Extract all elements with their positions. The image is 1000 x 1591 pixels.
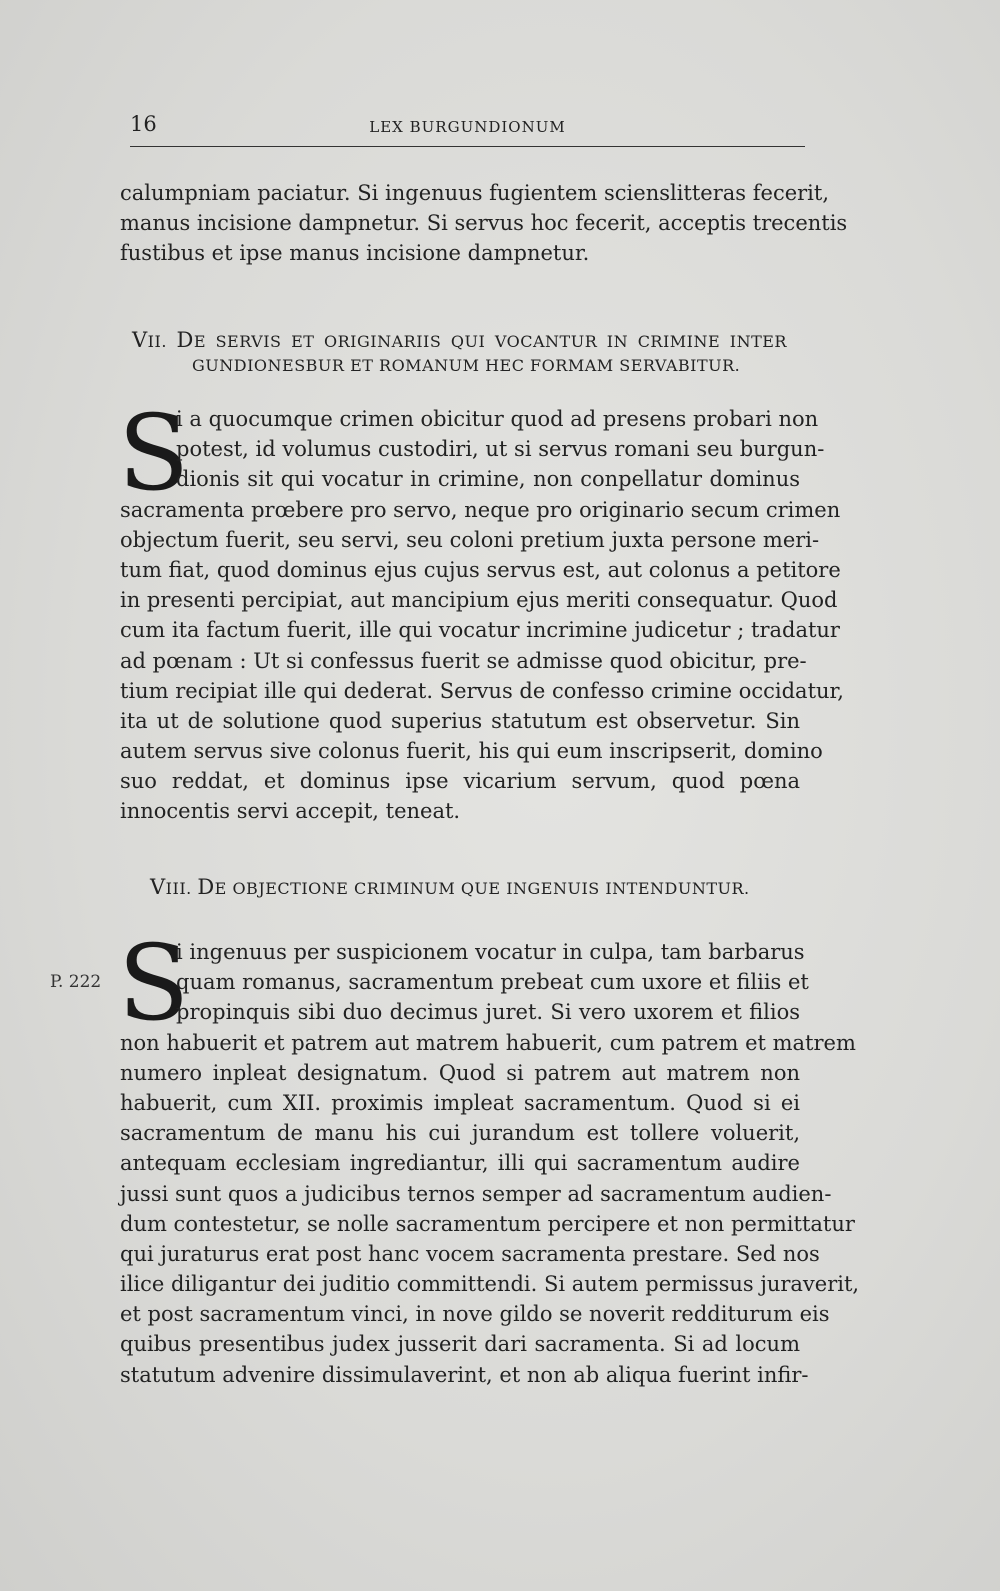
section-7-body bbox=[118, 392, 844, 827]
text-line: i ingenuus per suspicionem vocatur in culpa, tam barbarus bbox=[176, 940, 805, 964]
text-line: fustibus et ipse manus incisione dampnetur. bbox=[120, 241, 590, 266]
text-line: statutum advenire dissimulaverint, et non ab aliqua fuerint infir- bbox=[120, 1362, 809, 1387]
text-line: ad pœnam : Ut si confessus fuerit se admisse quod obicitur, pre- bbox=[120, 648, 807, 673]
text-line: manus incisione dampnetur. Si servus hoc fecerit, acceptis trecentis bbox=[120, 211, 848, 236]
page-number: 16 bbox=[130, 112, 157, 136]
text-line: qui juraturus erat post hanc vocem sacramenta prestare. Sed nos bbox=[120, 1241, 820, 1266]
section-7-heading-line-1: VII. DE SERVIS ET ORIGINARIIS QUI VOCANTUR IN CRIMINE INTER bbox=[132, 328, 787, 352]
text-line: non habuerit et patrem aut matrem habuerit, cum patrem et matrem bbox=[120, 1030, 856, 1055]
text-line: objectum fuerit, seu servi, seu coloni pretium juxta persone meri- bbox=[120, 527, 820, 552]
top-paragraph bbox=[120, 178, 848, 269]
text-line: dum contestetur, se nolle sacramentum percipere et non permittatur bbox=[120, 1211, 855, 1236]
text-line: potest, id volumus custodiri, ut si servus romani seu burgun- bbox=[176, 437, 825, 462]
text-line: ita ut de solutione quod superius statutum est observetur. Sin bbox=[120, 708, 800, 733]
text-line: suo reddat, et dominus ipse vicarium servum, quod pœna bbox=[120, 769, 800, 794]
text-line: dionis sit qui vocatur in crimine, non conpellatur dominus bbox=[176, 467, 800, 492]
text-line: habuerit, cum XII. proximis impleat sacramentum. Quod si ei bbox=[120, 1090, 800, 1115]
running-title: LEX BURGUNDIONUM bbox=[369, 118, 566, 136]
text-line: jussi sunt quos a judicibus ternos semper ad sacramentum audien- bbox=[120, 1181, 832, 1206]
text-line: quibus presentibus judex jusserit dari sacramenta. Si ad locum bbox=[120, 1332, 800, 1357]
text-line: tum fiat, quod dominus ejus cujus servus est, aut colonus a petitore bbox=[120, 557, 841, 582]
text-line: propinquis sibi duo decimus juret. Si vero uxorem et filios bbox=[176, 1000, 800, 1025]
text-line: sacramentum de manu his cui jurandum est tollere voluerit, bbox=[120, 1121, 800, 1146]
text-line: calumpniam paciatur. Si ingenuus fugientem scienslitteras fecerit, bbox=[120, 181, 830, 205]
text-line: antequam ecclesiam ingrediantur, illi qui sacramentum audire bbox=[120, 1151, 800, 1176]
text-line: et post sacramentum vinci, in nove gildo se noverit redditurum eis bbox=[120, 1302, 830, 1327]
page-header bbox=[130, 112, 805, 152]
header-rule bbox=[130, 146, 805, 147]
section-8-dropcap: S bbox=[118, 922, 190, 1044]
text-line: autem servus sive colonus fuerit, his qui eum inscripserit, domino bbox=[120, 739, 823, 764]
section-8-heading-line: VIII. DE OBJECTIONE CRIMINUM QUE INGENUIS INTENDUNTUR. bbox=[150, 875, 750, 899]
section-8-body bbox=[118, 922, 860, 1390]
text-line: i a quocumque crimen obicitur quod ad presens probari non bbox=[176, 407, 819, 431]
text-line: numero inpleat designatum. Quod si patrem aut matrem non bbox=[120, 1060, 800, 1085]
section-7-heading-line-2: GUNDIONESBUR ET ROMANUM HEC FORMAM SERVABITUR. bbox=[192, 356, 741, 375]
text-line: tium recipiat ille qui dederat. Servus de confesso crimine occidatur, bbox=[120, 678, 844, 703]
text-line: in presenti percipiat, aut mancipium ejus meriti consequatur. Quod bbox=[120, 588, 838, 613]
section-7-dropcap: S bbox=[118, 392, 190, 514]
text-line: innocentis servi accepit, teneat. bbox=[120, 799, 461, 824]
margin-page-reference: P. 222 bbox=[50, 972, 102, 992]
text-line: ilice diligantur dei juditio committendi. Si autem permissus juraverit, bbox=[120, 1272, 860, 1297]
section-7-heading bbox=[132, 328, 787, 384]
text-line: quam romanus, sacramentum prebeat cum uxore et filiis et bbox=[176, 970, 809, 995]
section-8-heading bbox=[150, 875, 770, 903]
text-line: sacramenta prœbere pro servo, neque pro originario secum crimen bbox=[120, 497, 841, 522]
text-line: cum ita factum fuerit, ille qui vocatur incrimine judicetur ; tradatur bbox=[120, 618, 840, 643]
